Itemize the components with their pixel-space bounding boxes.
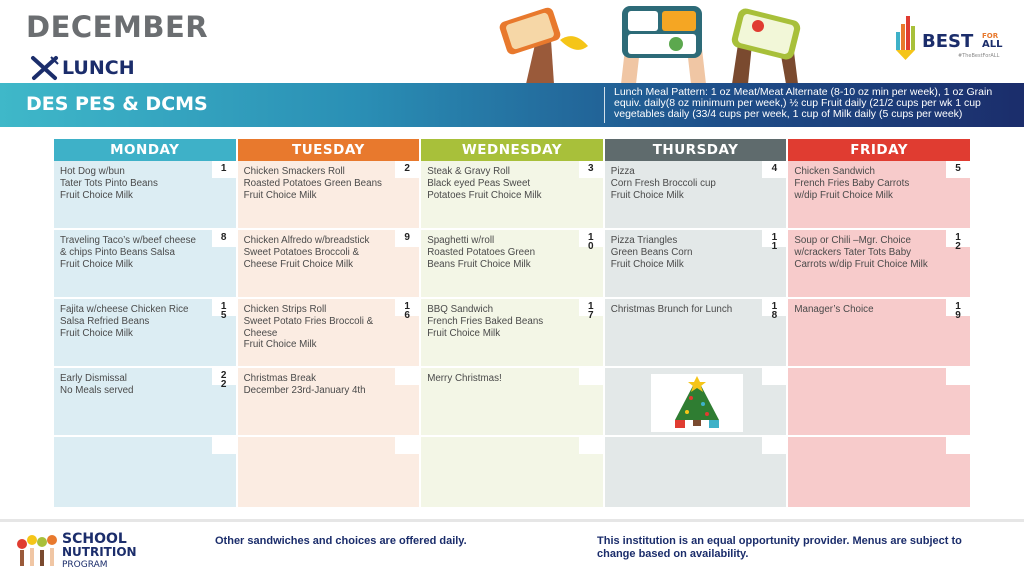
day-header-friday: FRIDAY — [788, 139, 970, 161]
menu-items: Chicken Strips Roll Sweet Potato Fries Broccoli & Cheese Fruit Choice Milk — [243, 304, 374, 351]
utensils-icon — [30, 55, 60, 81]
day-cell-thursday — [605, 161, 789, 228]
svg-text:ALL: ALL — [982, 39, 1003, 50]
date-number — [762, 368, 786, 385]
date-number — [395, 368, 419, 385]
day-cell-friday — [788, 230, 970, 297]
menu-items: Steak & Gravy Roll Black eyed Peas Sweet Potatoes Fruit Choice Milk — [427, 166, 542, 201]
date-number — [579, 368, 603, 385]
date-number: 2 — [395, 161, 419, 178]
menu-items: Early Dismissal No Meals served — [60, 373, 134, 396]
lunch-trays-illustration — [496, 0, 826, 84]
day-headers — [54, 139, 970, 161]
banner-divider — [604, 87, 605, 123]
day-cell-thursday — [605, 368, 789, 435]
menu-items: Hot Dog w/bun Tater Tots Pinto Beans Fruit Choice Milk — [60, 166, 158, 201]
day-cell-tuesday — [238, 161, 422, 228]
date-number — [579, 437, 603, 454]
week-row — [54, 437, 970, 509]
menu-items: Merry Christmas! — [427, 373, 502, 384]
header-banner — [0, 83, 1024, 127]
day-cell-friday — [788, 299, 970, 366]
svg-text:BEST: BEST — [922, 31, 974, 52]
snp-line2: NUTRITION — [62, 545, 137, 559]
day-header-tuesday: TUESDAY — [238, 139, 422, 161]
day-header-thursday: THURSDAY — [605, 139, 789, 161]
date-number: 1 8 — [762, 299, 786, 316]
date-number: 4 — [762, 161, 786, 178]
eeo-statement: This institution is an equal opportunity provider. Menus are subject to change based on availability. — [597, 535, 962, 560]
christmas-tree-icon — [651, 374, 743, 432]
menu-items: Chicken Smackers Roll Roasted Potatoes Green Beans Fruit Choice Milk — [243, 166, 382, 201]
day-cell-wednesday — [421, 299, 605, 366]
day-cell-thursday — [605, 437, 789, 507]
day-cell-wednesday — [421, 437, 605, 507]
week-row — [54, 368, 970, 437]
day-cell-monday — [54, 437, 238, 507]
meal-type — [30, 55, 135, 81]
day-cell-thursday — [605, 299, 789, 366]
day-cell-wednesday — [421, 368, 605, 435]
footer-divider — [0, 519, 1024, 522]
date-number: 1 7 — [579, 299, 603, 316]
week-row — [54, 161, 970, 230]
menu-items: BBQ Sandwich French Fries Baked Beans Fruit Choice Milk — [427, 304, 544, 339]
week-row — [54, 230, 970, 299]
menu-items: Traveling Taco’s w/beef cheese & chips Pinto Beans Salsa Fruit Choice Milk — [60, 235, 196, 270]
calendar-weeks — [54, 161, 970, 509]
day-cell-tuesday — [238, 230, 422, 297]
date-number: 1 2 — [946, 230, 970, 247]
date-number: 5 — [946, 161, 970, 178]
best-for-all-logo — [892, 12, 1014, 62]
date-number — [395, 437, 419, 454]
date-number — [946, 368, 970, 385]
month-title: DECEMBER — [26, 10, 209, 44]
school-names: DES PES & DCMS — [26, 93, 208, 115]
day-header-monday: MONDAY — [54, 139, 238, 161]
menu-items: Fajita w/cheese Chicken Rice Salsa Refried Beans Fruit Choice Milk — [60, 304, 189, 339]
menu-items: Spaghetti w/roll Roasted Potatoes Green Beans Fruit Choice Milk — [427, 235, 536, 270]
day-cell-monday — [54, 368, 238, 435]
date-number: 1 1 — [762, 230, 786, 247]
menu-items: Soup or Chili –Mgr. Choice w/crackers Tater Tots Baby Carrots w/dip Fruit Choice Milk — [794, 235, 928, 270]
day-cell-friday — [788, 161, 970, 228]
svg-text:#TheBestForALL: #TheBestForALL — [958, 53, 1000, 59]
snp-line1: SCHOOL — [62, 531, 127, 547]
date-number: 1 — [212, 161, 236, 178]
meal-label: LUNCH — [62, 57, 135, 79]
week-row — [54, 299, 970, 368]
day-cell-friday — [788, 368, 970, 435]
day-cell-tuesday — [238, 437, 422, 507]
day-cell-monday — [54, 161, 238, 228]
day-header-wednesday: WEDNESDAY — [421, 139, 605, 161]
menu-calendar — [54, 139, 970, 509]
date-number: 1 5 — [212, 299, 236, 316]
day-cell-monday — [54, 299, 238, 366]
date-number — [212, 437, 236, 454]
snp-line3: PROGRAM — [62, 560, 108, 570]
menu-items: Pizza Triangles Green Beans Corn Fruit Choice Milk — [610, 235, 693, 270]
day-cell-tuesday — [238, 299, 422, 366]
meal-pattern-text: Lunch Meal Pattern: 1 oz Meat/Meat Alternate (8-10 oz min per week), 1 oz Grain equiv. daily(8 oz minimum per week,) ½ cup Fruit daily (21/2 cups per wk 1 cup vegetables daily (33/4 cups per week, 1 cup of Milk daily (5 cups per week) — [614, 86, 993, 120]
date-number: 1 0 — [579, 230, 603, 247]
day-cell-monday — [54, 230, 238, 297]
menu-items: Chicken Sandwich French Fries Baby Carrots w/dip Fruit Choice Milk — [794, 166, 910, 201]
day-cell-wednesday — [421, 161, 605, 228]
date-number: 9 — [395, 230, 419, 247]
menu-items: Chicken Alfredo w/breadstick Sweet Potatoes Broccoli & Cheese Fruit Choice Milk — [243, 235, 370, 270]
sandwich-note: Other sandwiches and choices are offered daily. — [215, 535, 467, 547]
day-cell-thursday — [605, 230, 789, 297]
day-cell-wednesday — [421, 230, 605, 297]
date-number — [762, 437, 786, 454]
date-number: 8 — [212, 230, 236, 247]
date-number: 3 — [579, 161, 603, 178]
svg-text:FOR: FOR — [982, 32, 999, 40]
date-number: 1 6 — [395, 299, 419, 316]
date-number — [946, 437, 970, 454]
date-number: 1 9 — [946, 299, 970, 316]
day-cell-friday — [788, 437, 970, 507]
menu-items: Christmas Brunch for Lunch — [610, 304, 733, 315]
day-cell-tuesday — [238, 368, 422, 435]
menu-items: Manager’s Choice — [794, 304, 874, 315]
school-nutrition-program-logo — [14, 528, 164, 570]
date-number: 2 2 — [212, 368, 236, 385]
menu-items: Pizza Corn Fresh Broccoli cup Fruit Choice Milk — [610, 166, 716, 201]
menu-items: Christmas Break December 23rd-January 4th — [243, 373, 366, 396]
